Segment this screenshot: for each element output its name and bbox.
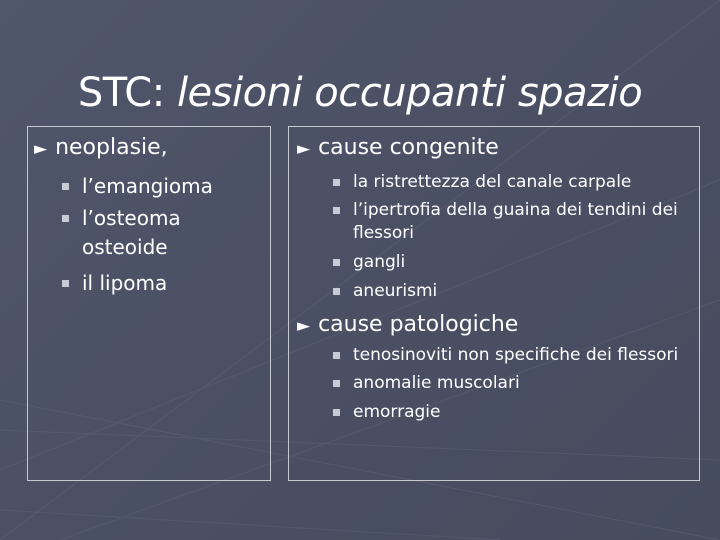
title-prefix: STC: [77,69,165,116]
square-bullet-icon [62,280,69,287]
left-heading: neoplasie, [55,135,168,160]
slide-title [0,67,720,119]
square-bullet-icon [333,179,340,186]
right-heading-2-row [297,312,518,337]
right-heading-2: cause patologiche [318,312,519,337]
right-panel: ► cause congenite la ristrettezza del canale carpale l’ipertrofia della guaina dei tendini dei flessori gangli aneurismi ► cause patologiche tenosinoviti non specifiche dei flessori anomalie muscolari emorragie [288,126,700,481]
right-heading-1: cause congenite [318,135,499,160]
square-bullet-icon [333,207,340,214]
square-bullet-icon [333,380,340,387]
arrow-bullet-icon: ► [297,139,311,159]
arrow-bullet-icon: ► [297,316,311,336]
square-bullet-icon [333,259,340,266]
square-bullet-icon [333,352,340,359]
left-panel: ► neoplasie, l’emangioma l’osteoma osteoide il lipoma [27,126,271,481]
title-italic: lesioni occupanti spazio [176,69,643,116]
arrow-bullet-icon: ► [34,139,48,159]
square-bullet-icon [333,288,340,295]
square-bullet-icon [62,183,69,190]
square-bullet-icon [333,409,340,416]
square-bullet-icon [62,215,69,222]
right-heading-1-row [297,135,499,160]
left-heading-row [34,135,168,160]
